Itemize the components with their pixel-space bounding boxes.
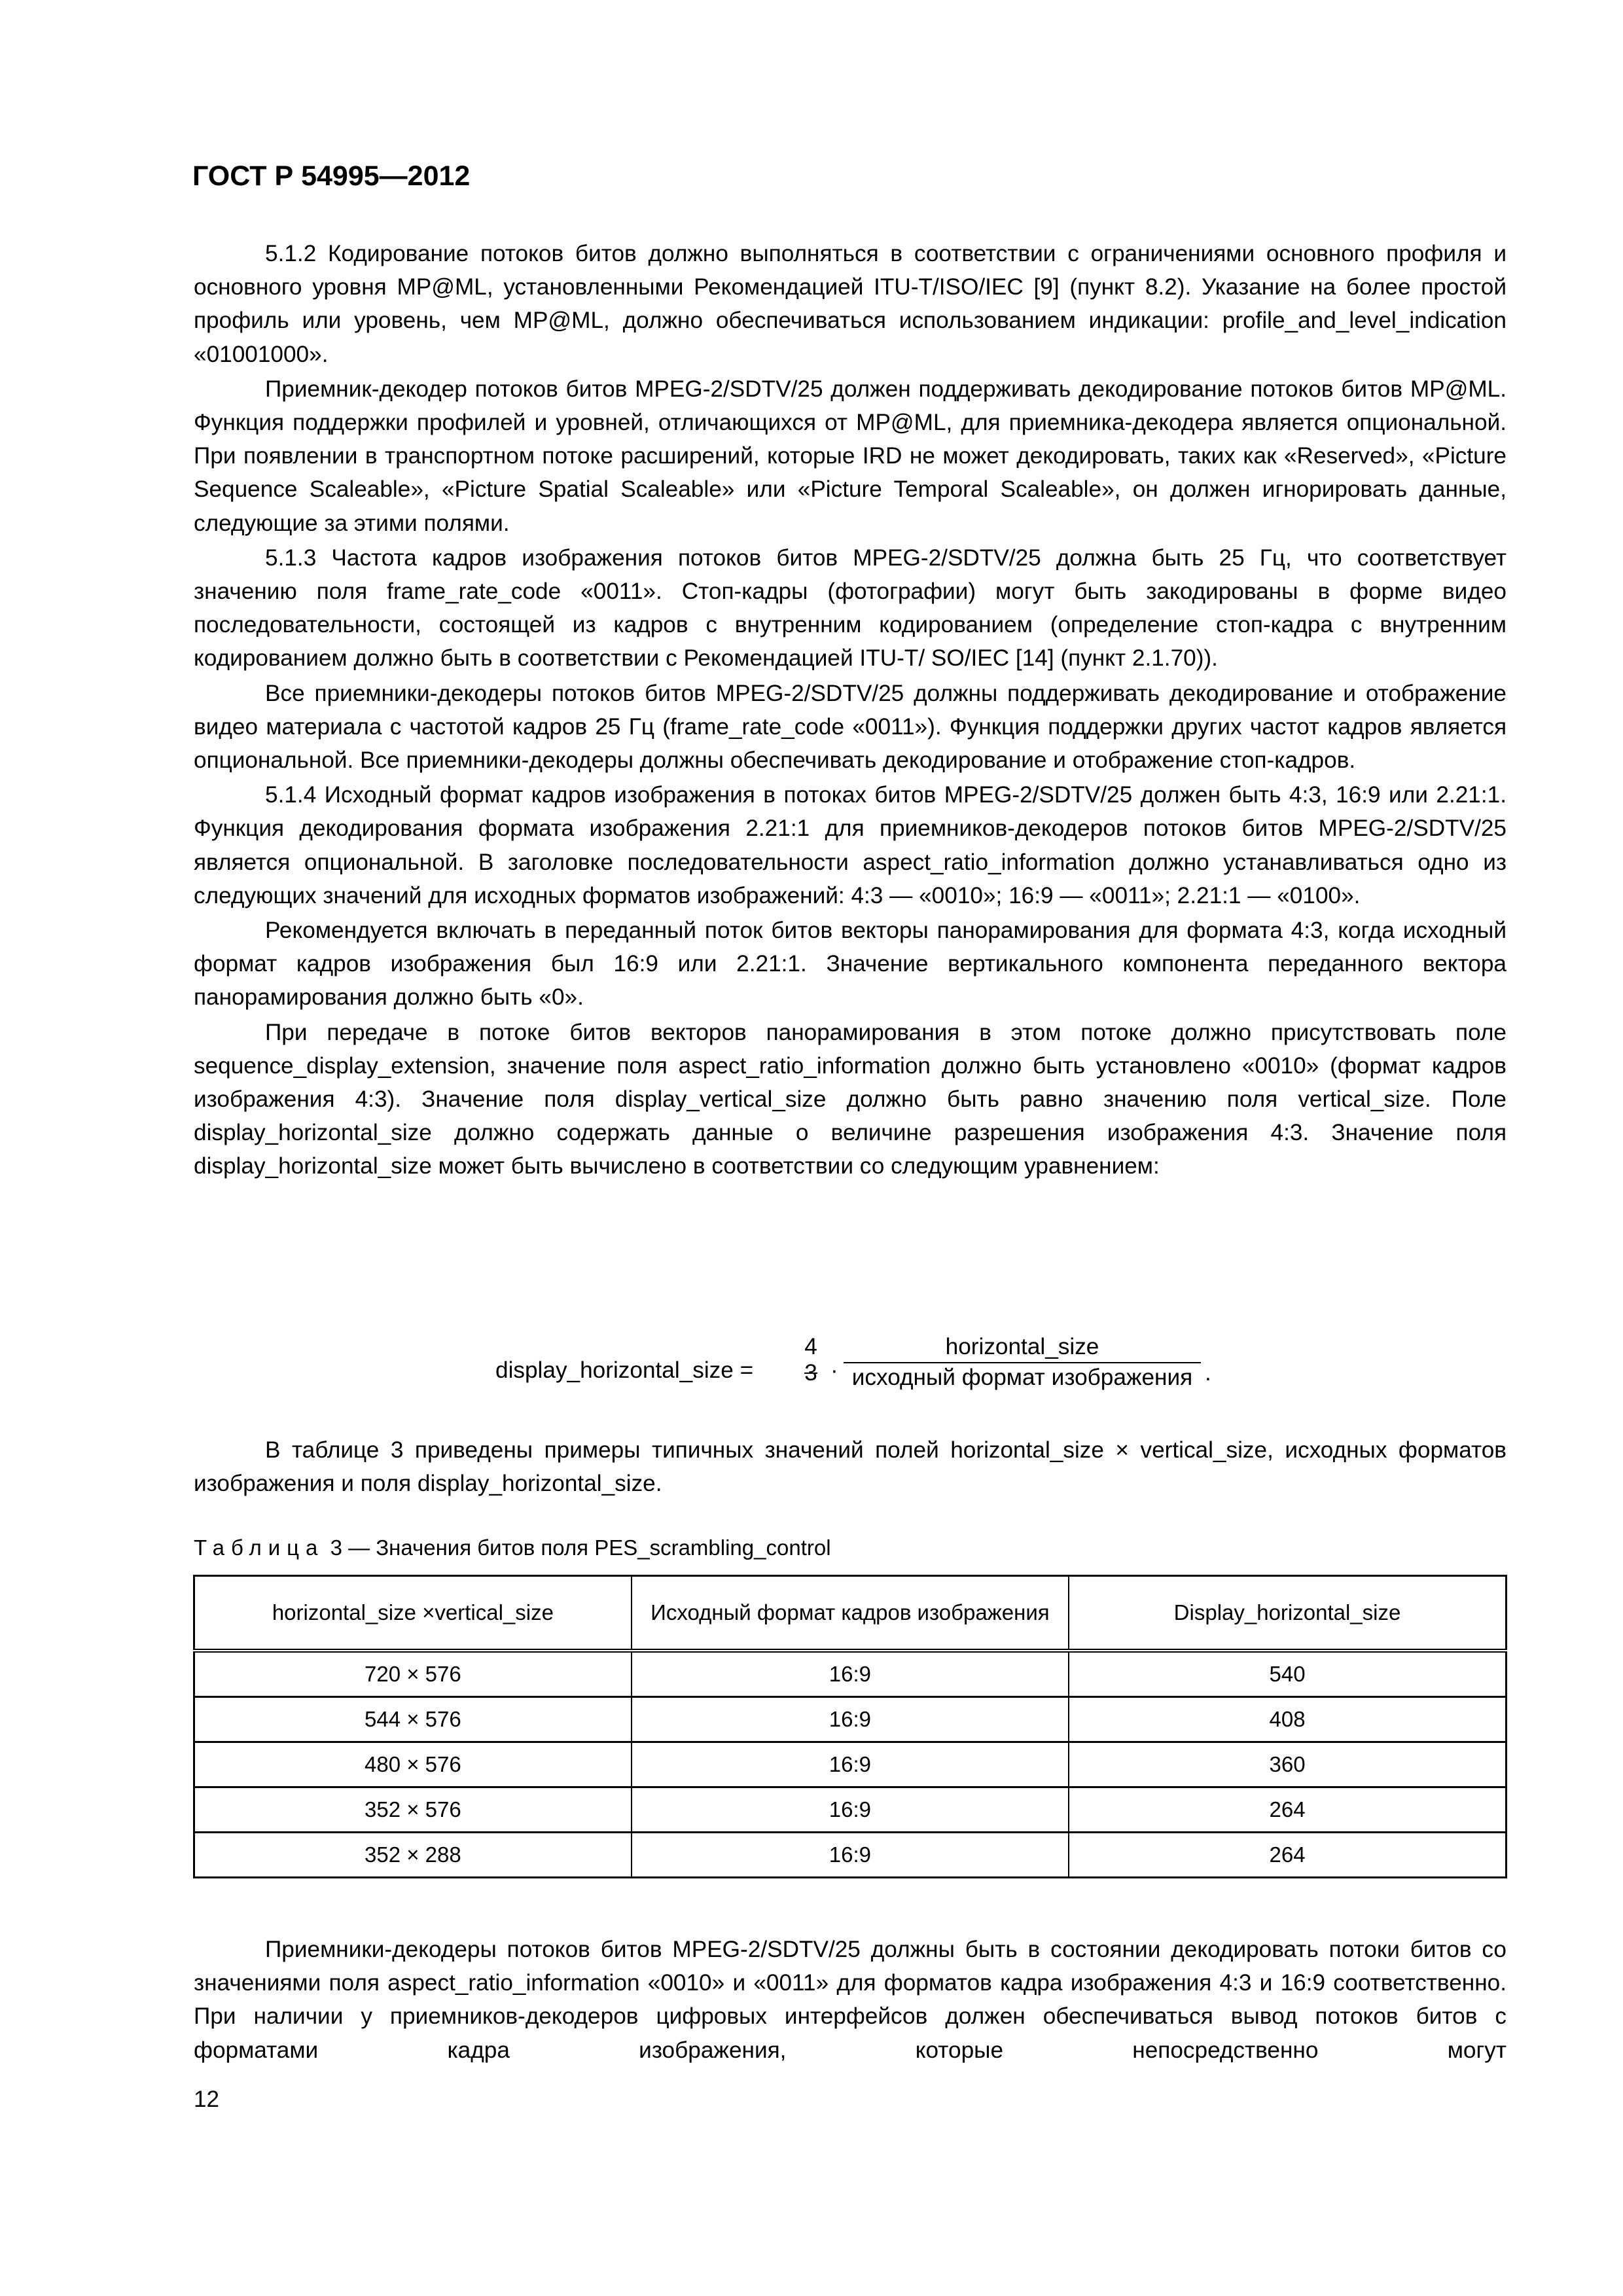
cell-size: 544 × 576: [194, 1697, 632, 1742]
fraction-numerator: 4: [804, 1334, 817, 1359]
column-header-size: horizontal_size ×vertical_size: [194, 1576, 632, 1651]
table-header-row: [194, 1576, 1507, 1651]
table-row: [194, 1742, 1507, 1787]
cell-display-horizontal-size: 540: [1069, 1651, 1506, 1697]
paragraph-all-decoders-25hz: Все приемники-декодеры потоков битов MPEG-2/SDTV/25 должны поддерживать декодирование и отображение видео материала с частотой кадров 25 Гц (frame_rate_code «0011»). Функция поддержки других частот кадров является опциональной. Все приемники-декодеры должны обеспечивать декодирование и отображение стоп-кадров.: [194, 680, 1507, 774]
fraction-bar: [804, 1372, 817, 1374]
fraction-numerator: horizontal_size: [945, 1334, 1099, 1359]
display-horizontal-size-equation: [495, 1322, 1228, 1401]
body-section-top: [194, 237, 1507, 1183]
table-row: [194, 1787, 1507, 1833]
multiplication-dot: ·: [830, 1357, 838, 1383]
cell-size: 480 × 576: [194, 1742, 632, 1787]
cell-display-horizontal-size: 264: [1069, 1833, 1506, 1878]
cell-display-horizontal-size: 408: [1069, 1697, 1506, 1742]
table-row: [194, 1651, 1507, 1697]
paragraph-table-intro: В таблице 3 приведены примеры типичных значений полей horizontal_size × vertical_size, исходных форматов изображения и поля display_horizontal_size.: [194, 1437, 1507, 1497]
paragraph-pan-vectors-recommendation: Рекомендуется включать в переданный поток битов векторы панорамирования для формата 4:3, когда исходный формат кадров изображения был 16:9 или 2.21:1. Значение вертикального компонента переданного вектора панорамирования должно быть «0».: [194, 918, 1507, 1011]
paragraph-sequence-display-extension: При передаче в потоке битов векторов панорамирования в этом потоке должно присутствовать поле sequence_display_extension, значение поля aspect_ratio_information должно быть установлено «0010» (формат кадров изображения 4:3). Значение поля display_vertical_size должно быть равно значению поля vertical_size. Поле display_horizontal_size должно содержать данные о величине разрешения изображения 4:3. Значение поля display_horizontal_size может быть вычислено в соответствии со следующим уравнением:: [194, 1019, 1507, 1179]
column-header-display-horizontal-size: Display_horizontal_size: [1069, 1576, 1506, 1651]
cell-source-format: 16:9: [632, 1742, 1069, 1787]
table-caption-text: 3 — Значения битов поля PES_scrambling_control: [330, 1535, 831, 1560]
fraction-denominator: 3: [804, 1360, 817, 1386]
cell-size: 352 × 576: [194, 1787, 632, 1833]
table-display-horizontal-size: [193, 1575, 1507, 1878]
equation-period: .: [1205, 1360, 1211, 1386]
cell-size: 352 × 288: [194, 1833, 632, 1878]
equation-fraction-4-3: [803, 1334, 819, 1386]
cell-display-horizontal-size: 360: [1069, 1742, 1506, 1787]
table-caption-label: Таблица: [194, 1535, 325, 1560]
page-number: 12: [194, 2087, 219, 2112]
column-header-source-format: Исходный формат кадров изображения: [632, 1576, 1069, 1651]
cell-source-format: 16:9: [632, 1697, 1069, 1742]
paragraph-receiver-decoder-mpml: Приемник-декодер потоков битов MPEG-2/SDTV/25 должен поддерживать декодирование потоков битов MP@ML. Функция поддержки профилей и уровней, отличающихся от MP@ML, для приемника-декодера является опциональной. При появлении в транспортном потоке расширений, которые IRD не может декодировать, таких как «Reserved», «Picture Sequence Scaleable», «Picture Spatial Scaleable» или «Picture Temporal Scaleable», он должен игнорировать данные, следующие за этими полями.: [194, 376, 1507, 536]
equation-fraction-main: [844, 1334, 1201, 1391]
body-section-bottom: [194, 1933, 1507, 2067]
equation-lhs: display_horizontal_size =: [495, 1357, 754, 1383]
cell-display-horizontal-size: 264: [1069, 1787, 1506, 1833]
cell-source-format: 16:9: [632, 1651, 1069, 1697]
paragraph-5-1-2: 5.1.2 Кодирование потоков битов должно выполняться в соответствии с ограничениями основного профиля и основного уровня MP@ML, установленными Рекомендацией ITU-T/ISO/IEC [9] (пункт 8.2). Указание на более простой профиль или уровень, чем MP@ML, должно обеспечиваться использованием индикации: profile_and_level_indication «01001000».: [194, 241, 1507, 367]
fraction-bar: [844, 1362, 1201, 1363]
cell-source-format: 16:9: [632, 1833, 1069, 1878]
fraction-denominator: исходный формат изображения: [851, 1365, 1193, 1390]
paragraph-decoders-aspect-ratio: Приемники-декодеры потоков битов MPEG-2/SDTV/25 должны быть в состоянии декодировать потоки битов со значениями поля aspect_ratio_information «0010» и «0011» для форматов кадра изображения 4:3 и 16:9 соответственно. При наличии у приемников-декодеров цифровых интерфейсов должен обеспечиваться вывод потоков битов с форматами кадра изображения, которые непосредственно могут: [194, 1937, 1507, 2063]
paragraph-5-1-4: 5.1.4 Исходный формат кадров изображения в потоках битов MPEG-2/SDTV/25 должен быть 4:3, 16:9 или 2.21:1. Функция декодирования формата изображения 2.21:1 для приемников-декодеров потоков битов MPEG-2/SDTV/25 является опциональной. В заголовке последовательности aspect_ratio_information должно устанавливаться одно из следующих значений для исходных форматов изображений: 4:3 — «0010»; 16:9 — «0011»; 2.21:1 — «0100».: [194, 782, 1507, 908]
cell-size: 720 × 576: [194, 1651, 632, 1697]
table-caption: [194, 1535, 831, 1561]
paragraph-5-1-3: 5.1.3 Частота кадров изображения потоков битов MPEG-2/SDTV/25 должна быть 25 Гц, что соответствует значению поля frame_rate_code «0011». Стоп-кадры (фотографии) могут быть закодированы в форме видео последовательности, состоящей из кадров с внутренним кодированием (определение стоп-кадра с внутренним кодированием должно быть в соответствии с Рекомендацией ITU-T/ SO/IEC [14] (пункт 2.1.70)).: [194, 545, 1507, 672]
body-section-mid: [194, 1433, 1507, 1500]
table-row: [194, 1697, 1507, 1742]
document-header-title: ГОСТ Р 54995—2012: [192, 160, 471, 192]
table-row: [194, 1833, 1507, 1878]
cell-source-format: 16:9: [632, 1787, 1069, 1833]
